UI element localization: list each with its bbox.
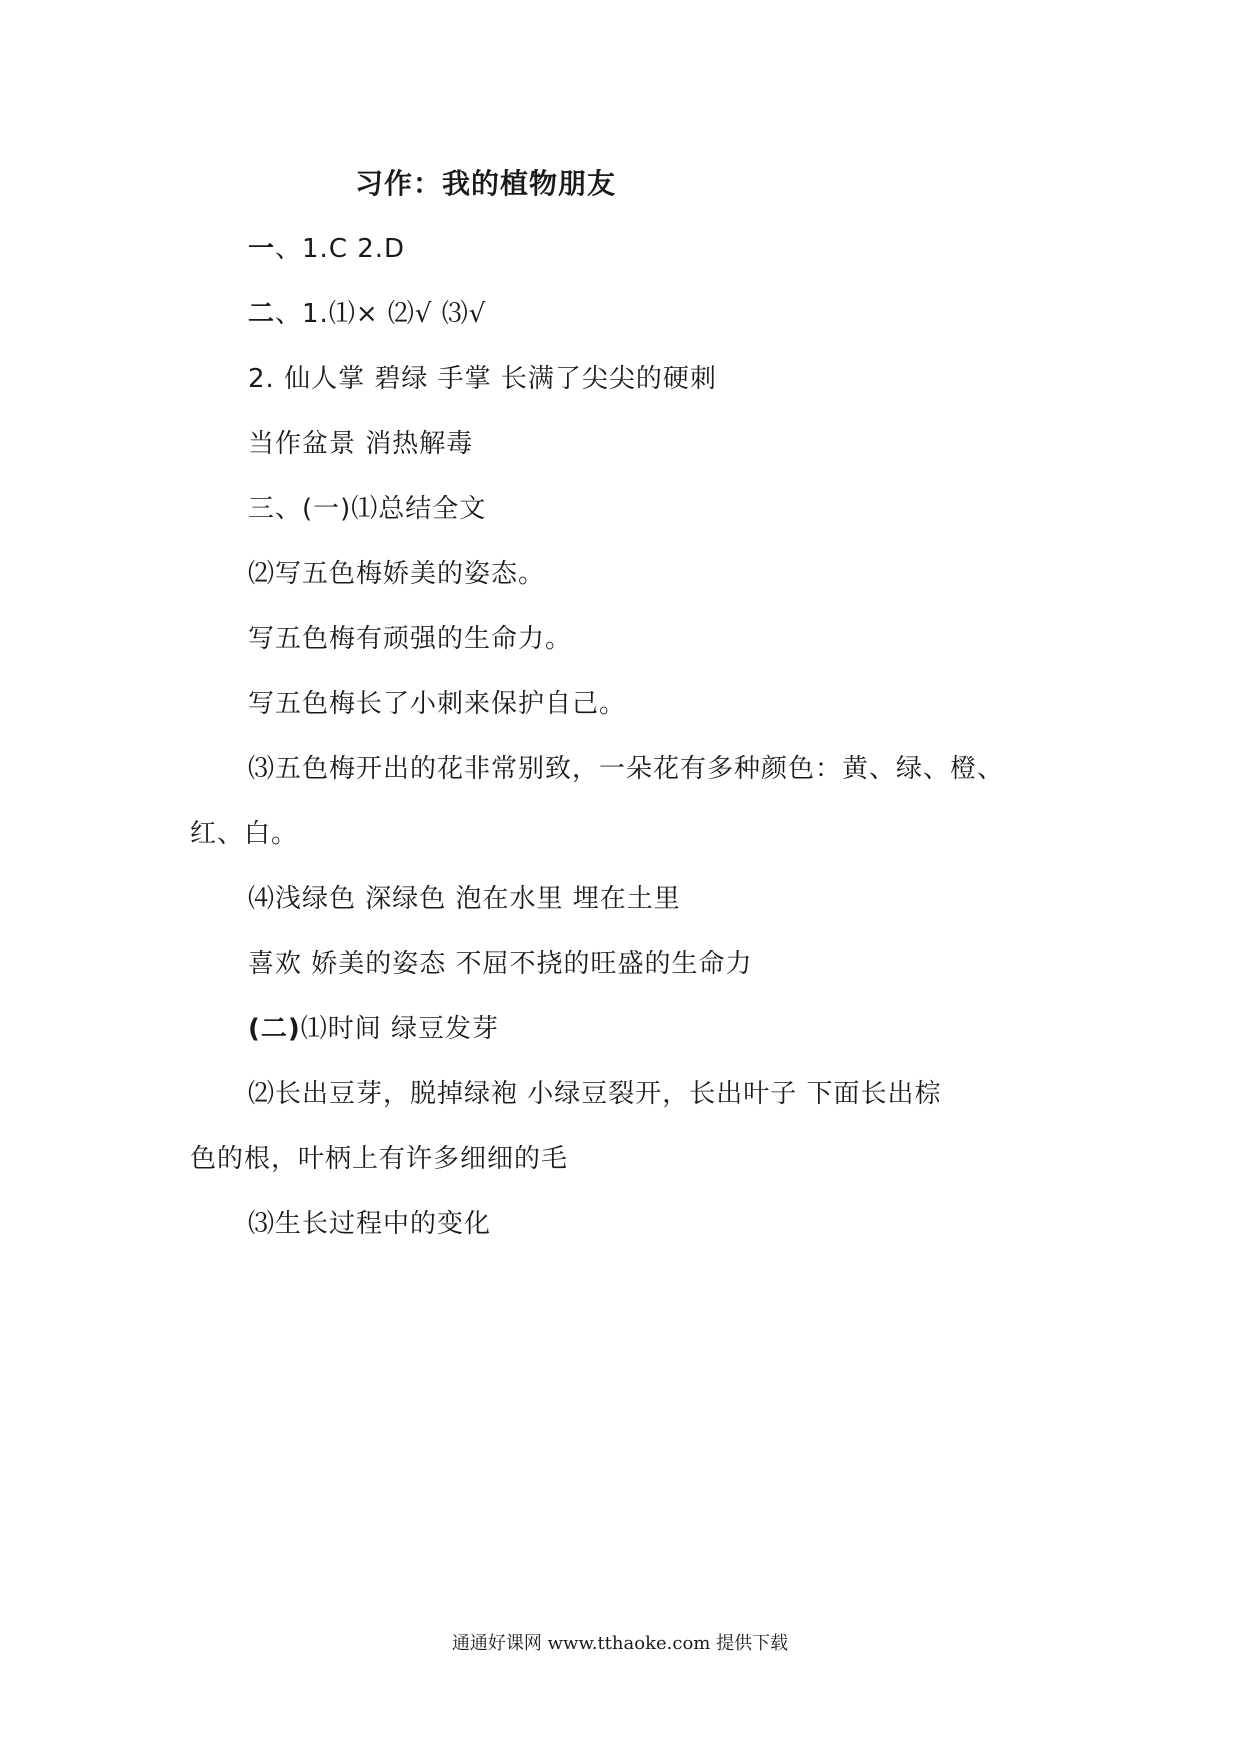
answer-line-12: 喜欢 娇美的姿态 不屈不挠的旺盛的生命力	[248, 949, 753, 979]
footer-credit: 通通好课网 www.tthaoke.com 提供下载	[451, 1633, 789, 1654]
answer-line-8: 写五色梅长了小刺来保护自己。	[248, 689, 627, 719]
answer-line-15: 色的根，叶柄上有许多细细的毛	[190, 1144, 569, 1174]
section-marker: 一	[248, 234, 276, 264]
answer-line-7: 写五色梅有顽强的生命力。	[248, 624, 573, 654]
section-marker: (二)	[248, 1014, 301, 1044]
answer-line-13: (二)⑴时间 绿豆发芽	[248, 1014, 500, 1044]
answer-line-2: 二、1.⑴× ⑵√ ⑶√	[248, 299, 487, 329]
section-marker: 二	[248, 299, 276, 329]
answer-line-5: 三、(一)⑴总结全文	[248, 494, 487, 524]
answer-line-3: 2. 仙人掌 碧绿 手掌 长满了尖尖的硬刺	[248, 364, 717, 394]
answer-line-1: 一、1.C 2.D	[248, 234, 406, 264]
answer-line-16: ⑶生长过程中的变化	[248, 1209, 492, 1239]
answer-line-4: 当作盆景 消热解毒	[248, 429, 474, 459]
page-title: 习作：我的植物朋友	[355, 167, 617, 200]
answer-line-10: 红、白。	[190, 819, 299, 849]
answer-line-11: ⑷浅绿色 深绿色 泡在水里 埋在土里	[248, 884, 681, 914]
answer-line-14: ⑵长出豆芽，脱掉绿袍 小绿豆裂开，长出叶子 下面长出棕	[248, 1079, 942, 1109]
answer-line-6: ⑵写五色梅娇美的姿态。	[248, 559, 546, 589]
answer-line-9: ⑶五色梅开出的花非常别致，一朵花有多种颜色：黄、绿、橙、	[248, 754, 1005, 784]
